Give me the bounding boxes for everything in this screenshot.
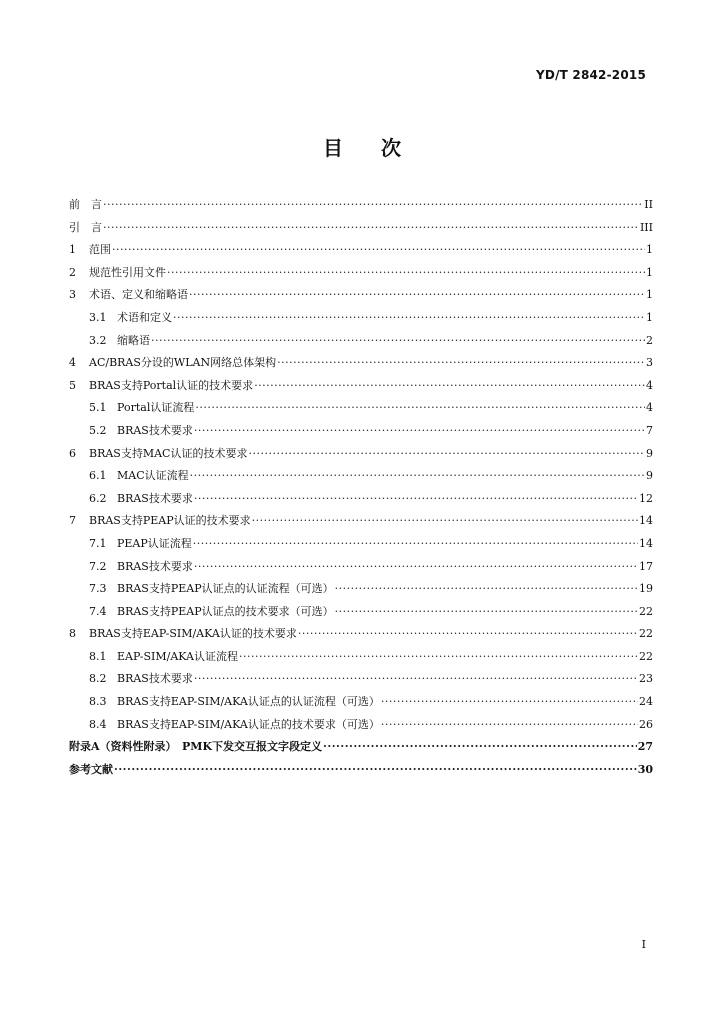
- toc-dot-leader: [277, 352, 645, 375]
- toc-entry-number: 5: [69, 378, 76, 392]
- toc-entry-label: BRAS支持PEAP认证点的技术要求（可选）: [117, 604, 334, 618]
- toc-entry-page: 12: [639, 491, 653, 505]
- toc-entry[interactable]: [69, 307, 653, 330]
- toc-entry-label: 规范性引用文件: [89, 265, 166, 279]
- toc-dot-leader: [195, 397, 645, 420]
- toc-entry[interactable]: [69, 556, 653, 579]
- page-number: I: [641, 938, 646, 951]
- toc-entry-page: 17: [639, 559, 653, 573]
- toc-dot-leader: [323, 736, 637, 759]
- toc-entry-number: 3.2: [89, 333, 107, 347]
- toc-entry-label: EAP-SIM/AKA认证流程: [117, 649, 238, 663]
- toc-dot-leader: [381, 691, 638, 714]
- toc-entry-label: BRAS技术要求: [117, 491, 193, 505]
- toc-entry-page: 23: [639, 672, 653, 686]
- toc-entry-page: 19: [639, 582, 653, 596]
- toc-entry-page: 22: [639, 649, 653, 663]
- toc-entry-label: BRAS支持EAP-SIM/AKA认证点的技术要求（可选）: [117, 717, 380, 731]
- toc-entry-number: 5.2: [89, 423, 107, 437]
- toc-entry[interactable]: [69, 736, 653, 759]
- toc-entry[interactable]: [69, 578, 653, 601]
- toc-dot-leader: [112, 239, 645, 262]
- toc-entry-label: BRAS支持EAP-SIM/AKA认证的技术要求: [89, 627, 297, 641]
- toc-dot-leader: [248, 443, 645, 466]
- toc-dot-leader: [167, 262, 645, 285]
- toc-entry-number: 7.2: [89, 559, 107, 573]
- toc-entry-label: BRAS技术要求: [117, 559, 193, 573]
- toc-entry-page: 2: [646, 333, 653, 347]
- toc-entry-number: 8.2: [89, 672, 107, 686]
- toc-entry-page: 22: [639, 604, 653, 618]
- toc-entry[interactable]: [69, 375, 653, 398]
- toc-dot-leader: [381, 714, 638, 737]
- toc-entry-page: 14: [639, 514, 653, 528]
- toc-entry[interactable]: [69, 759, 653, 782]
- toc-dot-leader: [194, 420, 645, 443]
- toc-entry-page: 1: [646, 265, 653, 279]
- toc-entry-page: 24: [639, 695, 653, 709]
- toc-entry-number: 4: [69, 356, 76, 370]
- toc-entry[interactable]: [69, 239, 653, 262]
- toc-entry-label: 引 言: [69, 220, 102, 234]
- toc-entry-label: MAC认证流程: [117, 469, 189, 483]
- toc-dot-leader: [193, 533, 638, 556]
- toc-entry-page: III: [639, 220, 653, 234]
- toc-entry-label: 缩略语: [117, 333, 150, 347]
- toc-entry-label: AC/BRAS分设的WLAN网络总体架构: [89, 356, 277, 370]
- toc-dot-leader: [151, 330, 645, 353]
- toc-dot-leader: [298, 623, 638, 646]
- toc-entry[interactable]: [69, 352, 653, 375]
- toc-entry[interactable]: [69, 714, 653, 737]
- toc-entry-label: 前 言: [69, 198, 102, 211]
- toc-dot-leader: [252, 510, 638, 533]
- toc-title-char-2: 次: [381, 136, 401, 160]
- toc-entry-label: BRAS技术要求: [117, 423, 193, 437]
- toc-entry[interactable]: [69, 691, 653, 714]
- toc-entry-number: 7: [69, 514, 76, 528]
- toc-dot-leader: [194, 488, 638, 511]
- toc-dot-leader: [335, 578, 638, 601]
- toc-entry[interactable]: [69, 443, 653, 466]
- toc-entry-page: 1: [646, 310, 653, 324]
- toc-entry-number: 5.1: [89, 401, 107, 415]
- toc-entry-number: 6: [69, 446, 76, 460]
- toc-entry-label: 参考文献: [69, 762, 113, 776]
- toc-entry[interactable]: [69, 533, 653, 556]
- toc-dot-leader: [103, 194, 643, 217]
- toc-dot-leader: [254, 375, 645, 398]
- toc-entry[interactable]: [69, 488, 653, 511]
- toc-entry-page: 14: [639, 536, 653, 550]
- toc-entry[interactable]: [69, 194, 653, 217]
- toc-entry-page: 3: [646, 356, 653, 370]
- toc-entry-label: BRAS支持Portal认证的技术要求: [89, 378, 254, 392]
- toc-entry[interactable]: [69, 330, 653, 353]
- toc-entry[interactable]: [69, 668, 653, 691]
- toc-entry-page: 26: [639, 717, 653, 731]
- toc-entry[interactable]: [69, 397, 653, 420]
- toc-entry[interactable]: [69, 284, 653, 307]
- toc-title-char-1: 目: [323, 136, 343, 160]
- toc-entry-page: 9: [646, 469, 653, 483]
- toc-dot-leader: [239, 646, 638, 669]
- toc-entry[interactable]: [69, 262, 653, 285]
- toc-entry-number: 8: [69, 627, 76, 641]
- toc-entry-number: 8.4: [89, 717, 107, 731]
- toc-entry-number: 7.1: [89, 536, 107, 550]
- toc-dot-leader: [114, 759, 637, 782]
- toc-title: [0, 132, 724, 161]
- toc-entry[interactable]: [69, 601, 653, 624]
- document-code: YD/T 2842-2015: [536, 68, 646, 82]
- toc-entry-page: 1: [646, 288, 653, 302]
- toc-entry-label: BRAS支持PEAP认证的技术要求: [89, 514, 251, 528]
- toc-entry-label: PEAP认证流程: [117, 536, 192, 550]
- toc-dot-leader: [173, 307, 645, 330]
- toc-entry-number: 7.3: [89, 582, 107, 596]
- toc-dot-leader: [103, 217, 639, 240]
- toc-entry-label: 范围: [89, 243, 111, 257]
- toc-entry-number: 2: [69, 265, 76, 279]
- toc-dot-leader: [335, 601, 638, 624]
- toc-dot-leader: [194, 668, 638, 691]
- toc-entry[interactable]: [69, 465, 653, 488]
- table-of-contents: [69, 194, 653, 781]
- toc-dot-leader: [190, 465, 645, 488]
- toc-dot-leader: [194, 556, 638, 579]
- toc-entry[interactable]: [69, 510, 653, 533]
- toc-entry-label: BRAS支持PEAP认证点的认证流程（可选）: [117, 582, 334, 596]
- toc-entry-number: 3.1: [89, 310, 107, 324]
- toc-entry-label: BRAS支持MAC认证的技术要求: [89, 446, 248, 460]
- toc-entry-number: 1: [69, 243, 76, 257]
- toc-entry-number: 8.3: [89, 695, 107, 709]
- toc-entry-page: 7: [646, 423, 653, 437]
- toc-entry-label: BRAS支持EAP-SIM/AKA认证点的认证流程（可选）: [117, 695, 380, 709]
- toc-entry-page: 4: [646, 401, 653, 415]
- toc-entry-page: 1: [646, 243, 653, 257]
- toc-entry-page: II: [644, 198, 653, 211]
- toc-entry-number: 6.1: [89, 469, 107, 483]
- toc-entry-number: 3: [69, 288, 76, 302]
- toc-entry-label: 术语、定义和缩略语: [89, 288, 188, 302]
- toc-entry-number: 7.4: [89, 604, 107, 618]
- toc-entry-page: 27: [637, 740, 653, 754]
- toc-entry[interactable]: [69, 217, 653, 240]
- toc-entry[interactable]: [69, 420, 653, 443]
- toc-entry-page: 4: [646, 378, 653, 392]
- toc-entry-label: BRAS技术要求: [117, 672, 193, 686]
- toc-dot-leader: [189, 284, 645, 307]
- toc-entry-label: 附录A（资料性附录） PMK下发交互报文字段定义: [69, 740, 323, 754]
- toc-entry-page: 22: [639, 627, 653, 641]
- toc-entry-number: 8.1: [89, 649, 107, 663]
- toc-entry-page: 9: [646, 446, 653, 460]
- toc-entry-page: 30: [637, 762, 653, 776]
- toc-entry-label: Portal认证流程: [117, 401, 195, 415]
- toc-entry[interactable]: [69, 646, 653, 669]
- toc-entry-label: 术语和定义: [117, 310, 172, 324]
- toc-entry-number: 6.2: [89, 491, 107, 505]
- toc-entry[interactable]: [69, 623, 653, 646]
